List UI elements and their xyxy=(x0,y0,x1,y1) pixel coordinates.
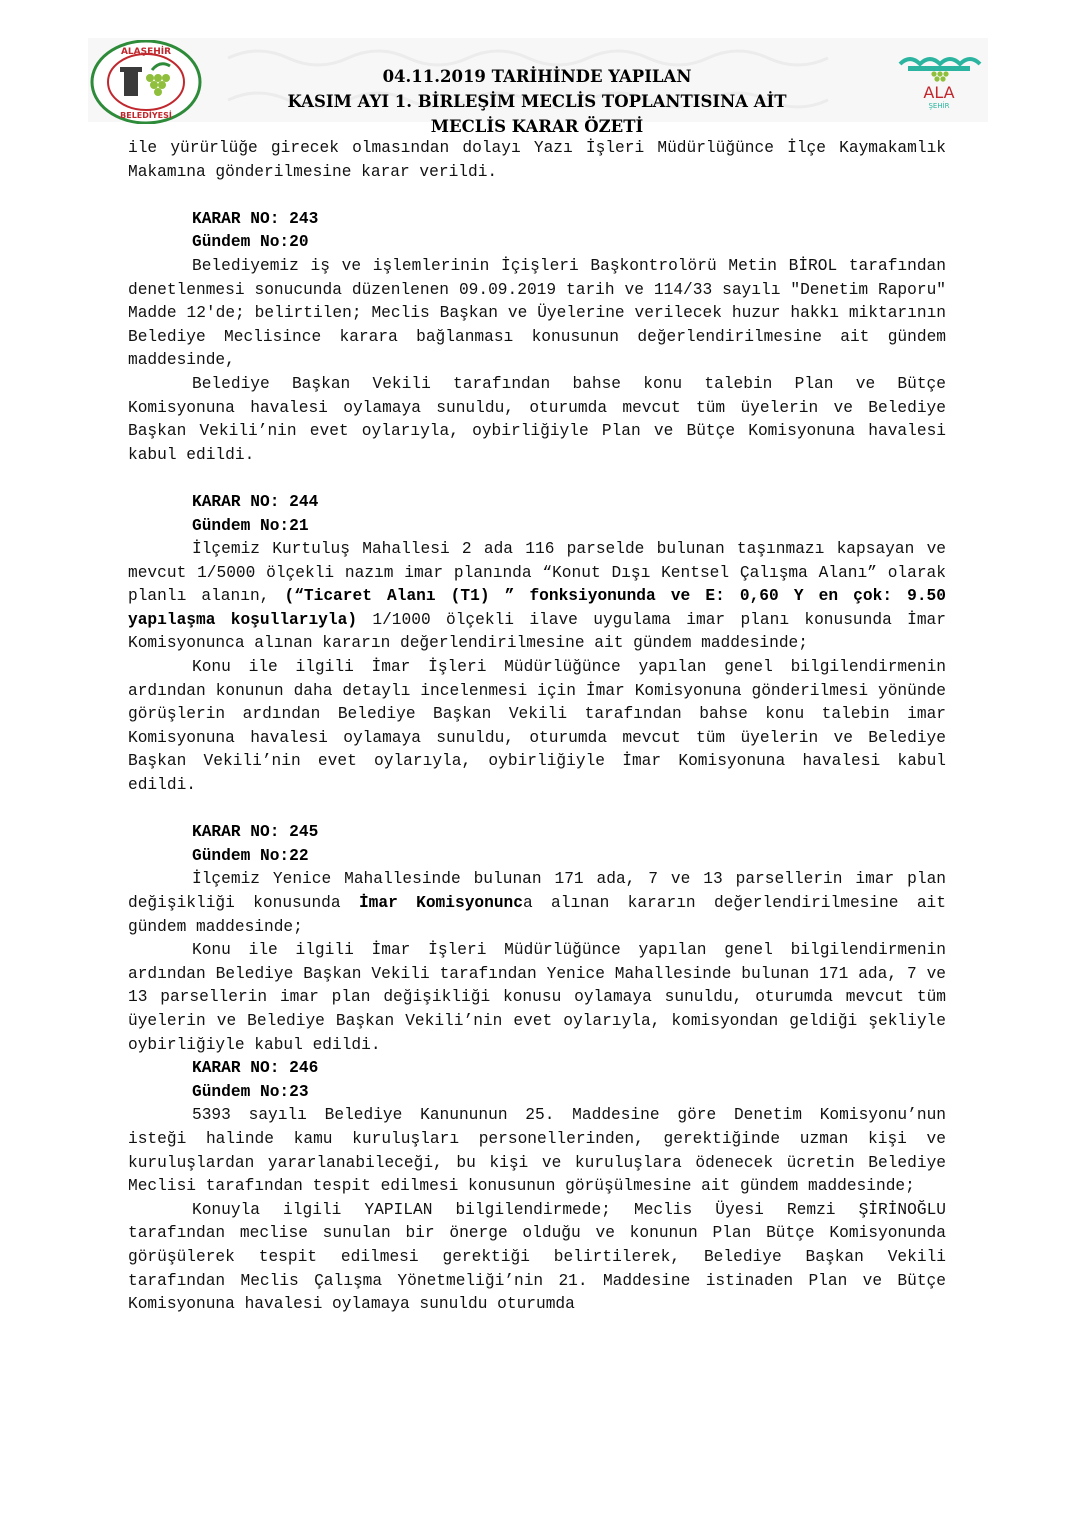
logo-sehir-text: ŞEHİR xyxy=(928,102,950,110)
karar-no-243: KARAR NO: 243 xyxy=(192,209,319,228)
header-line-date: 04.11.2019 TARİHİNDE YAPILAN xyxy=(382,67,692,86)
karar-no-245: KARAR NO: 245 xyxy=(192,823,319,842)
header-line-summary: MECLİS KARAR ÖZETİ xyxy=(430,117,644,136)
decision-245-text-a: İlçemiz Yenice Mahallesinde bulunan 171 ada, 7 ve 13 parsellerin imar plan değişikliği konusunda xyxy=(128,870,946,912)
municipality-seal-logo xyxy=(90,40,202,124)
gundem-no-20: Gündem No:20 xyxy=(192,233,309,252)
karar-no-246: KARAR NO: 246 xyxy=(192,1059,319,1078)
karar-no-244: KARAR NO: 244 xyxy=(192,492,319,511)
decision-246-paragraph-2: Konuyla ilgili YAPILAN bilgilendirmede; Meclis Üyesi Remzi ŞİRİNOĞLU tarafından meclise sunulan bir önerge olduğu ve konunun Plan Bütçe Komisyonunda görüşülerek tespit edilmesi gerektiği belirtilerek, Belediye Başkan Vekili tarafından Meclis Çalışma Yönetmeliği’nin 21. Maddesine istinaden Plan ve Bütçe Komisyonuna havalesi oylamaya sunuldu oturumda xyxy=(128,1200,946,1314)
decision-244-bold-conditions: (“Ticaret Alanı (T1) ” fonksiyonunda ve E: 0,60 Y en çok: 9.50 yapılaşma koşullarıyla) xyxy=(128,587,946,629)
decision-245-text-c: a alınan kararın değerlendirilmesine ait gündem maddesinde; xyxy=(128,894,946,936)
gundem-no-21: Gündem No:21 xyxy=(192,516,309,535)
decision-243-paragraph-2: Belediye Başkan Vekili tarafından bahse konu talebin Plan ve Bütçe Komisyonuna havalesi oylamaya sunuldu, oturumda mevcut tüm üyelerin ve Belediye Başkan Vekili’nin evet oylarıyla, oybirliğiyle Plan ve Bütçe Komisyonuna havalesi kabul edildi. xyxy=(128,374,946,464)
city-brand-logo xyxy=(894,54,984,110)
decision-245 xyxy=(128,821,946,1057)
decision-243 xyxy=(128,208,946,468)
seal-bottom-text: BELEDİYESİ xyxy=(120,111,172,120)
logo-ala-text: ALA xyxy=(923,83,955,102)
intro-paragraph: ile yürürlüğe girecek olmasından dolayı Yazı İşleri Müdürlüğünce İlçe Kaymakamlık Makamına gönderilmesine karar verildi. xyxy=(128,139,946,181)
decision-245-paragraph-1 xyxy=(128,868,946,939)
decision-244-paragraph-2: Konu ile ilgili İmar İşleri Müdürlüğünce yapılan genel bilgilendirmenin ardından konunun daha detaylı incelenmesi için İmar Komisyonuna gönderilmesi yönünde görüşlerin ardından Belediye Başkan Vekili tarafından bahse konu talebin imar Komisyonuna havalesi oylamaya sunuldu, oturumda mevcut tüm üyelerin ve Belediye Başkan Vekili’nin evet oylarıyla, oybirliğiyle İmar Komisyonuna havalesi kabul edildi. xyxy=(128,658,946,795)
decision-244-paragraph-1 xyxy=(128,538,946,656)
decision-243-paragraph-1: Belediyemiz iş ve işlemlerinin İçişleri Başkontrolörü Metin BİROL tarafından denetlenmesi sonucunda düzenlenen 09.09.2019 tarih ve 114/33 sayılı "Denetim Raporu" Madde 12'de; belirtilen; Meclis Başkan ve Üyelerine verilecek huzur hakkı miktarının Belediye Meclisince karara bağlanması konusunun değerlendirilmesine ait gündem maddesinde, xyxy=(128,256,946,370)
gundem-no-22: Gündem No:22 xyxy=(192,846,309,865)
gundem-no-23: Gündem No:23 xyxy=(192,1082,309,1101)
decision-244-text-c: 1/1000 ölçekli ilave uygulama imar planı konusunda İmar Komisyonunca alınan kararın değerlendirilmesine ait gündem maddesinde; xyxy=(128,610,946,653)
document-header-title xyxy=(230,64,844,139)
decision-246-paragraph-1: 5393 sayılı Belediye Kanununun 25. Maddesine göre Denetim Komisyonu’nun isteği halinde kamu kuruluşları personellerinden, gerektiğinde uzman kişi ve kuruluşlardan yararlanabileceği, bu kişi ve kuruluşlara ödenecek ücretin Belediye Meclisi tarafından tespit edilmesi konusunun görüşülmesine ait gündem maddesinde; xyxy=(128,1106,946,1196)
decision-244 xyxy=(128,491,946,798)
decision-246 xyxy=(128,1057,946,1317)
header-line-session: KASIM AYI 1. BİRLEŞİM MECLİS TOPLANTISINA AİT xyxy=(287,92,787,111)
document-body xyxy=(128,137,946,1317)
seal-top-text: ALAŞEHİR xyxy=(120,47,172,57)
decision-245-bold-commission: İmar Komisyonunc xyxy=(358,894,523,912)
decision-244-text-a: İlçemiz Kurtuluş Mahallesi 2 ada 116 parselde bulunan taşınmazı kapsayan ve mevcut 1/5000 ölçekli nazım imar planında “Konut Dışı Kentsel Çalışma Alanı” olarak planlı alanın, xyxy=(128,540,946,606)
decision-245-paragraph-2: Konu ile ilgili İmar İşleri Müdürlüğünce yapılan genel bilgilendirmenin ardından Belediye Başkan Vekili tarafından Yenice Mahallesinde bulunan 171 ada, 7 ve 13 parsellerin imar plan değişikliği konusu oylamaya sunuldu, oturumda mevcut tüm üyelerin ve Belediye Başkan Vekili’nin evet oylarıyla, komisyondan geldiği şekliyle oybirliğiyle kabul edildi. xyxy=(128,941,946,1054)
